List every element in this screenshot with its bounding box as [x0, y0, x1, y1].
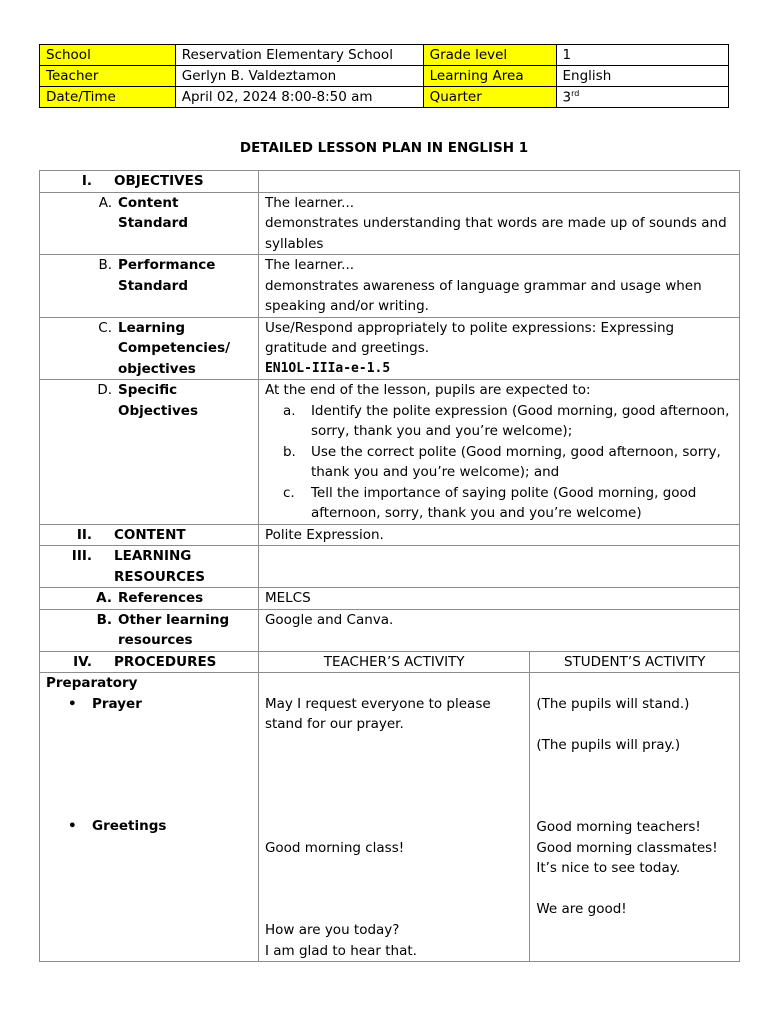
bullet-icon: •	[68, 818, 77, 834]
greetings-teacher-2: How are you today?	[264, 922, 400, 938]
references-row	[40, 588, 740, 610]
grade-label: Grade level	[423, 45, 556, 66]
content-value: Polite Expression.	[258, 524, 739, 546]
prayer-bullet	[46, 694, 252, 715]
resources-num: III.	[71, 548, 92, 564]
grade-value: 1	[556, 45, 729, 66]
references-label: References	[118, 590, 204, 606]
prayer-student-1: (The pupils will stand.)	[536, 695, 690, 712]
list-item	[265, 442, 733, 483]
specific-list	[265, 401, 733, 524]
quarter-cell	[556, 87, 729, 108]
content-standard-line-1: The learner...	[264, 194, 355, 211]
greetings-student-2: Good morning classmates!	[536, 839, 718, 856]
header-row-date	[40, 87, 729, 108]
prayer-teacher: May I request everyone to please stand for our prayer.	[264, 695, 491, 732]
prayer-student-2: (The pupils will pray.)	[536, 736, 681, 753]
competencies-letter: C.	[98, 319, 112, 336]
procedures-label: PROCEDURES	[114, 653, 217, 670]
prayer-label: Prayer	[92, 695, 142, 712]
resources-label: LEARNING RESOURCES	[114, 548, 206, 585]
procedures-row	[40, 651, 740, 673]
greetings-teacher-3: I am glad to hear that.	[264, 942, 417, 959]
competencies-label: Learning Competencies/ objectives	[118, 319, 231, 377]
content-standard-row	[40, 192, 740, 255]
greetings-label: Greetings	[92, 818, 167, 834]
header-table	[39, 44, 729, 108]
activities-row	[40, 673, 740, 962]
other-value: Google and Canva.	[258, 609, 739, 651]
quarter-label: Quarter	[423, 87, 556, 108]
item-letter: c.	[282, 484, 295, 501]
specific-intro: At the end of the lesson, pupils are expected to:	[264, 382, 591, 398]
header-row-school	[40, 45, 729, 66]
lesson-plan-table	[39, 170, 740, 962]
specific-objectives-row	[40, 380, 740, 525]
teacher-label: Teacher	[40, 66, 176, 87]
greetings-student-1: Good morning teachers!	[536, 819, 701, 835]
greetings-teacher-1: Good morning class!	[264, 839, 405, 856]
quarter-sup: rd	[571, 88, 580, 98]
date-value: April 02, 2024 8:00-8:50 am	[175, 87, 423, 108]
references-letter: A.	[96, 590, 112, 606]
list-item	[265, 401, 733, 442]
performance-standard-line-1: The learner...	[264, 257, 355, 273]
other-resources-row	[40, 609, 740, 651]
resources-row	[40, 546, 740, 588]
item-letter: b.	[282, 443, 296, 460]
objectives-num: I.	[81, 173, 92, 189]
objectives-row	[40, 171, 740, 193]
item-text: Use the correct polite (Good morning, good afternoon, sorry, thank you and you’re welcome); and	[310, 443, 721, 480]
preparatory-label: Preparatory	[46, 675, 138, 691]
content-row	[40, 524, 740, 546]
greetings-student-4: We are good!	[536, 901, 627, 917]
list-item	[265, 483, 733, 524]
teacher-value: Gerlyn B. Valdeztamon	[175, 66, 423, 87]
school-label: School	[40, 45, 176, 66]
greetings-bullet	[46, 816, 252, 837]
other-letter: B.	[96, 611, 112, 628]
item-text: Tell the importance of saying polite (Good morning, good afternoon, sorry, thank you and you’re welcome)	[310, 484, 697, 521]
header-row-teacher	[40, 66, 729, 87]
quarter-value: 3	[562, 89, 572, 106]
greetings-student-3: It’s nice to see today.	[536, 860, 681, 876]
teacher-activity-header: TEACHER’S ACTIVITY	[258, 651, 529, 673]
competencies-text: Use/Respond appropriately to polite expressions: Expressing gratitude and greetings.	[264, 319, 675, 356]
references-value: MELCS	[258, 588, 739, 610]
competencies-code: EN1OL-IIIa-e-1.5	[264, 360, 391, 376]
specific-letter: D.	[97, 382, 112, 398]
content-standard-line-2: demonstrates understanding that words are made up of sounds and syllables	[264, 215, 727, 252]
content-standard-label: Content Standard	[118, 194, 188, 231]
competencies-row	[40, 317, 740, 380]
procedures-num: IV.	[73, 653, 92, 670]
student-activity-header: STUDENT’S ACTIVITY	[530, 651, 740, 673]
specific-label: Specific Objectives	[118, 382, 198, 419]
objectives-label: OBJECTIVES	[114, 173, 204, 189]
item-letter: a.	[282, 402, 296, 419]
area-value: English	[556, 66, 729, 87]
bullet-icon: •	[68, 695, 77, 712]
content-num: II.	[76, 526, 92, 543]
date-label: Date/Time	[40, 87, 176, 108]
item-text: Identify the polite expression (Good morning, good afternoon, sorry, thank you and you’re welcome);	[310, 402, 730, 439]
performance-standard-line-2: demonstrates awareness of language grammar and usage when speaking and/or writing.	[264, 277, 702, 314]
performance-standard-letter: B.	[98, 257, 112, 273]
performance-standard-label: Performance Standard	[118, 257, 216, 294]
content-label: CONTENT	[114, 526, 186, 543]
area-label: Learning Area	[423, 66, 556, 87]
content-standard-letter: A.	[98, 194, 112, 211]
school-value: Reservation Elementary School	[175, 45, 423, 66]
page-title: DETAILED LESSON PLAN IN ENGLISH 1	[239, 140, 529, 156]
performance-standard-row	[40, 255, 740, 318]
other-label: Other learning resources	[118, 611, 230, 648]
